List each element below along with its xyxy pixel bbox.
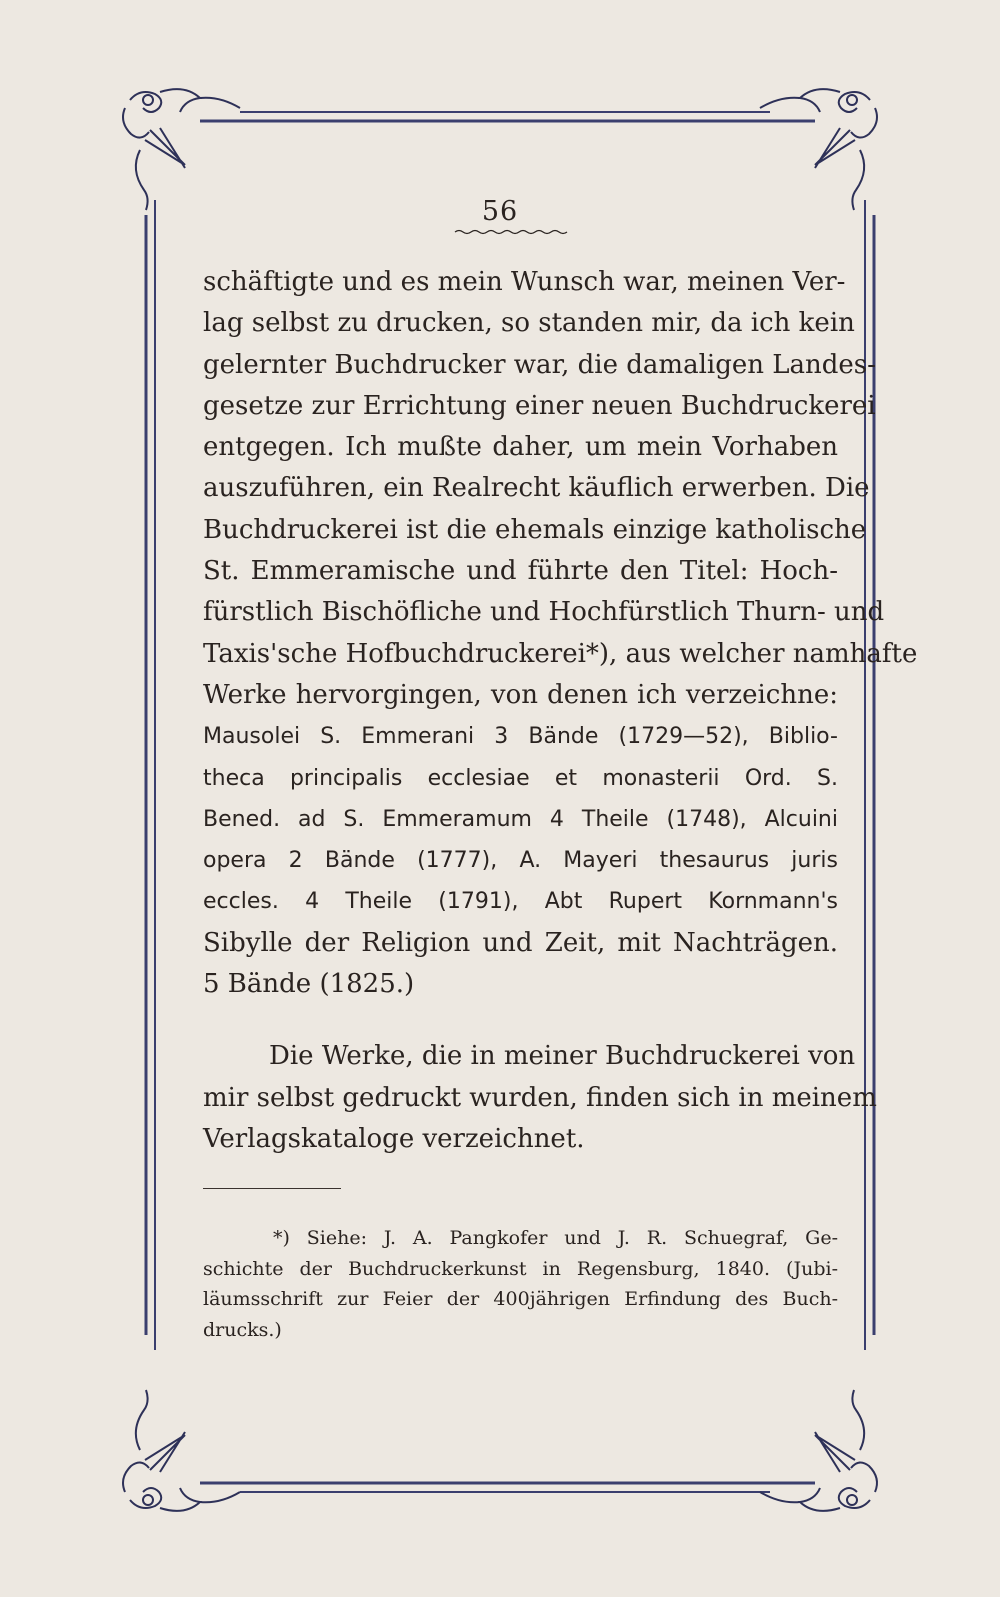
- footnote: [203, 1223, 838, 1345]
- paragraph-gap: [203, 1005, 838, 1036]
- footnote-line: drucks.): [203, 1318, 282, 1341]
- text-line: Sibylle der Religion und Zeit, mit Nachträgen.: [203, 927, 838, 958]
- body-text: [203, 262, 918, 1160]
- text-line: Buchdruckerei ist die ehemals einzige katholische: [203, 514, 867, 545]
- text-line: gelernter Buchdrucker war, die damaligen Landes-: [203, 349, 876, 380]
- text-line: St. Emmeramische und führte den Titel: Hoch-: [203, 556, 838, 587]
- text-line: auszuführen, ein Realrecht käuflich erwerben. Die: [203, 473, 870, 504]
- text-line: fürstlich Bischöfliche und Hochfürstlich Thurn- und: [203, 597, 885, 628]
- text-line: eccles. 4 Theile (1791), Abt Rupert Kornmann's: [203, 889, 838, 915]
- text-line: Werke hervorgingen, von denen ich verzeichne:: [203, 679, 838, 710]
- text-line: entgegen. Ich mußte daher, um mein Vorhaben: [203, 432, 838, 463]
- page-number: 56: [481, 196, 519, 227]
- text-line: 5 Bände (1825.): [203, 969, 415, 1000]
- text-line: Die Werke, die in meiner Buchdruckerei von: [269, 1041, 856, 1072]
- text-line: Mausolei S. Emmerani 3 Bände (1729—52), Biblio-: [203, 724, 838, 750]
- page-number-underline-icon: [455, 231, 567, 234]
- footnote-divider: [203, 1188, 341, 1189]
- text-line: theca principalis ecclesiae et monasterii Ord. S.: [203, 765, 838, 791]
- text-line: mir selbst gedruckt wurden, finden sich in meinem: [203, 1082, 877, 1113]
- corner-ornament-top-right-icon: [760, 89, 877, 210]
- footnote-line: läumsschrift zur Feier der 400jährigen Erfindung des Buch-: [203, 1288, 838, 1310]
- corner-ornament-bottom-right-icon: [760, 1390, 877, 1511]
- corner-ornament-bottom-left-icon: [123, 1390, 240, 1511]
- text-line: Bened. ad S. Emmeramum 4 Theile (1748), Alcuini: [203, 806, 838, 832]
- corner-ornament-top-left-icon: [123, 89, 240, 210]
- text-line: schäftigte und es mein Wunsch war, meinen Ver-: [203, 267, 846, 297]
- text-line: opera 2 Bände (1777), A. Mayeri thesaurus juris: [203, 848, 838, 874]
- text-line: Taxis'sche Hofbuchdruckerei*), aus welcher namhafte: [203, 638, 918, 669]
- footnote-line: schichte der Buchdruckerkunst in Regensburg, 1840. (Jubi-: [203, 1257, 838, 1280]
- footnote-line: *) Siehe: J. A. Pangkofer und J. R. Schuegraf, Ge-: [273, 1227, 838, 1249]
- text-line: gesetze zur Errichtung einer neuen Buchdruckerei: [203, 390, 876, 421]
- text-line: lag selbst zu drucken, so standen mir, da ich kein: [203, 308, 855, 339]
- text-line: Verlagskataloge verzeichnet.: [203, 1123, 585, 1154]
